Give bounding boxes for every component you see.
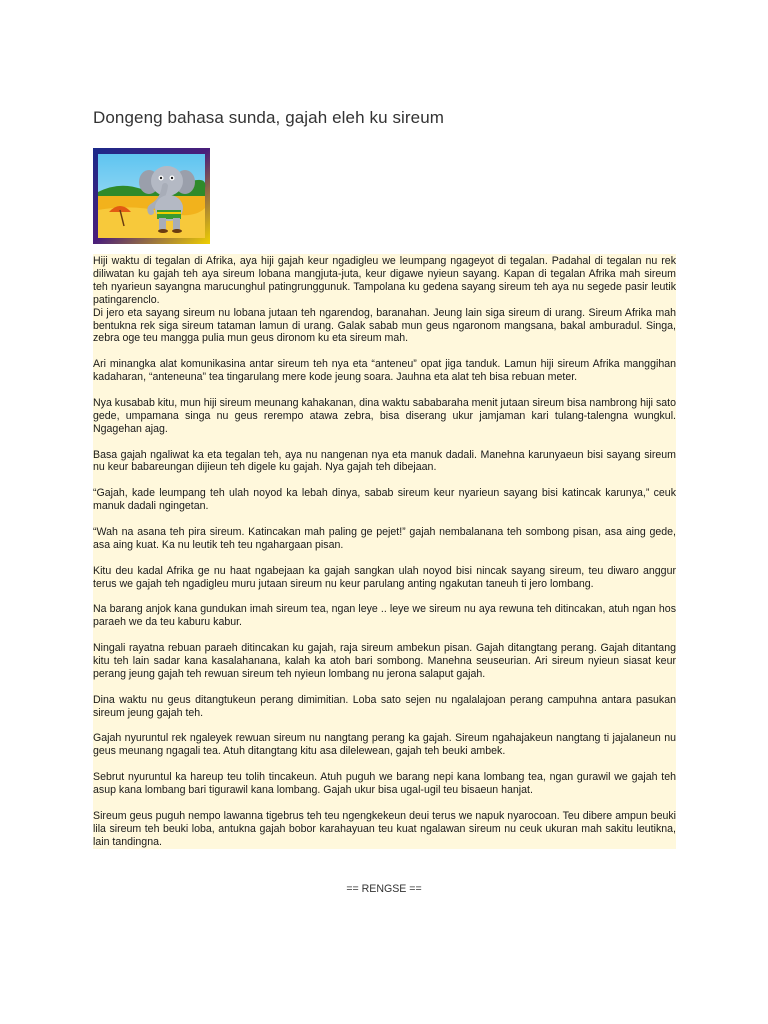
story-paragraph bbox=[93, 255, 676, 345]
story-paragraph: Na barang anjok kana gundukan imah sireum tea, ngan leye .. leye we sireum nu aya rewuna teh ditincakan, atuh ngan hos paraeh we da teu kaburu kabur. bbox=[93, 603, 676, 629]
story-paragraph: Nya kusabab kitu, mun hiji sireum meunang kahakanan, dina waktu sababaraha menit jutaan sireum bisa nambrong hiji sato gede, umpamana singa nu geus rerempo atawa zebra, bisa diserang ukur jamjaman kari tulang-talengna wungkul. Ngagehan ajag. bbox=[93, 396, 676, 435]
story-paragraph: Sireum geus puguh nempo lawanna tigebrus teh teu ngengkekeun deui terus we napuk nyarocoan. Teu dibere ampun beuki lila sireum teh beuki loba, antukna gajah bobor karahayuan teu kuat ngalawan sireum nu ceuk ukuran mah sakitu leutikna, lain tandingna. bbox=[93, 809, 676, 848]
story-paragraph: Kitu deu kadal Afrika ge nu haat ngabejaan ka gajah sangkan ulah noyod bisi nincak sayang sireum, teu diwaro anggur terus we gajah teh ngadigleu muru jutaan sireum nu keur parulang anting ngakutan taneuh ti jero lombang. bbox=[93, 564, 676, 590]
story-paragraph: Basa gajah ngaliwat ka eta tegalan teh, aya nu nangenan nya eta manuk dadali. Manehna karunyaeun bisi sayang sireum nu keur babareungan dijieun teh digele ku gajah. Nya gajah teh dibejaan. bbox=[93, 448, 676, 474]
story-body bbox=[93, 254, 676, 849]
elephant-cartoon-icon bbox=[93, 148, 210, 244]
story-ending: == RENGSE == bbox=[346, 883, 422, 895]
story-paragraph: Ari minangka alat komunikasina antar sireum teh nya eta “anteneu” opat jiga tanduk. Lamun hiji sireum Afrika manggihan kadaharan, “anteneuna” tea tingarulang mere kode jeung soara. Jauhna eta alat teh bisa rebuan meter. bbox=[93, 358, 676, 384]
story-paragraph: Sebrut nyuruntul ka hareup teu tolih tincakeun. Atuh puguh we barang nepi kana lombang tea, ngan gurawil we gajah teh asup kana lombang bari tigurawil kana lombang. Gajah ukur bisa ugal-ugil teu bisaeun hanjat. bbox=[93, 771, 676, 796]
story-paragraph: “Gajah, kade leumpang teh ulah noyod ka lebah dinya, sabab sireum keur nyarieun sayang bisi katincak karunya,” ceuk manuk dadali ngingetan. bbox=[93, 487, 676, 513]
story-paragraph: Dina waktu nu geus ditangtukeun perang dimimitian. Loba sato sejen nu ngalalajoan perang campuhna antara pasukan sireum jeung gajah teh. bbox=[93, 693, 676, 719]
story-paragraph: “Wah na asana teh pira sireum. Katincakan mah paling ge pejet!” gajah nembalanana teh sombong pisan, asa aing gede, asa aing kuat. Ka nu leutik teh teu ngahargaan pisan. bbox=[93, 525, 676, 551]
story-paragraph: Ningali rayatna rebuan paraeh ditincakan ku gajah, raja sireum ambekun pisan. Gajah ditangtang perang. Gajah ditantang kitu teh lain sadar kana kasalahanana, kalah ka atoh bari sombong. Manehna seuseurian. Ari sireum nyieun siasat keur perang jeung gajah teh rewuan sireum teh nyieun lombang nu jerona salaput gajah. bbox=[93, 642, 676, 680]
story-line: Hiji waktu di tegalan di Afrika, aya hiji gajah keur ngadigleu we leumpang ngageyot di tegalan. Padahal di tegalan nu rek diliwatan ku gajah teh aya sireum lobana mangjuta-juta, keur digawe nyieun sayang. Kapan di tegalan Afrika mah sireum teh nyarieun sayangna marucunghul patingrunggunuk. Tampolana ku gedena sayang sireum teh aya nu segede pasir leutik patingarenclo. bbox=[93, 255, 676, 306]
story-paragraph: Gajah nyuruntul rek ngaleyek rewuan sireum nu nangtang perang ka gajah. Sireum ngahajakeun nangtang ti jajalaneun nu geus meunang ngagali tea. Atuh ditangtang kitu asa dilelewean, gajah teh beuki ambek. bbox=[93, 732, 676, 758]
document-title: Dongeng bahasa sunda, gajah eleh ku sireum bbox=[93, 108, 445, 127]
story-line: Di jero eta sayang sireum nu lobana jutaan teh ngarendog, baranahan. Jeung lain siga sireum di urang. Sireum Afrika mah bentukna rek siga sireum tataman lamun di urang. Galak sabab mun geus ngaronom mangsana, bakal amburadul. Singa, zebra oge teu mangga pulia mun geus dironom ku eta sireum mah. bbox=[93, 306, 676, 345]
